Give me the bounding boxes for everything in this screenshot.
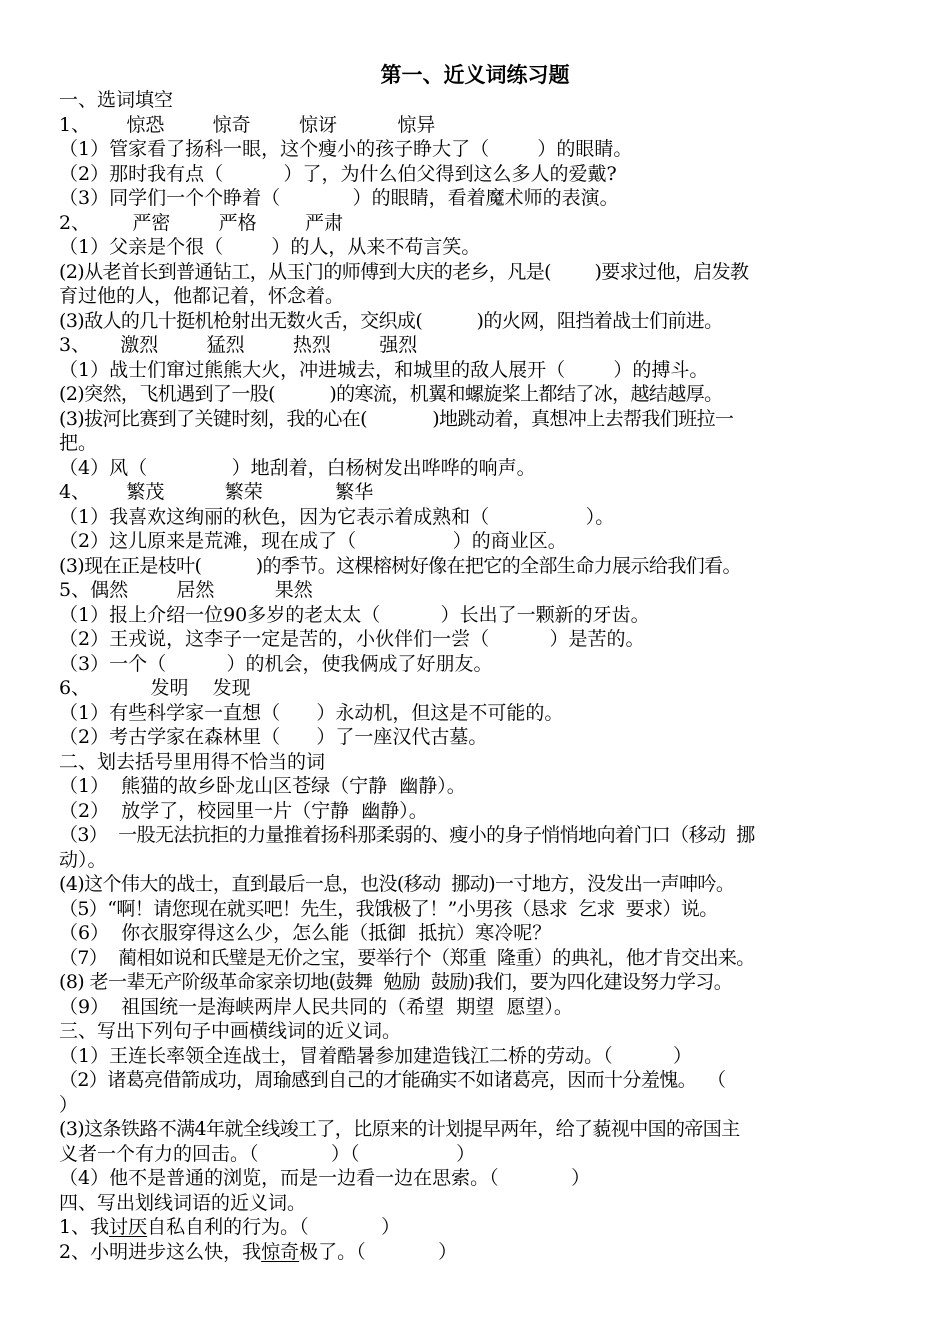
question-line: (8) 老一辈无产阶级革命家亲切地(鼓舞 勉励 鼓励)我们，要为四化建设努力学习。: [59, 971, 733, 993]
question-line: （2）考古学家在森林里（ ）了一座汉代古墓。: [59, 726, 488, 748]
worksheet-body: [59, 88, 899, 1264]
word-options: 2、 严密 严格 严肃: [59, 211, 343, 234]
question-line: （3）同学们一个个睁着（ ）的眼睛，看着魔术师的表演。: [59, 187, 619, 209]
question-line: （2）王戎说，这李子一定是苦的，小伙伴们一尝（ ）是苦的。: [59, 628, 645, 650]
question-line: 育过他的人，他都记着，怀念着。: [59, 285, 345, 307]
question-line: （2） 放学了，校园里一片（宁静 幽静）。: [59, 799, 428, 822]
question-line: （1）管家看了扬科一眼，这个瘦小的孩子睁大了（ ）的眼睛。: [59, 138, 633, 160]
question-line: [59, 1215, 899, 1240]
question-line: 动）。: [59, 848, 107, 871]
page-title: 第一、近义词练习题: [380, 62, 570, 87]
question-line: （6） 你衣服穿得这么少，怎么能（抵御 抵抗）寒冷呢？: [59, 922, 552, 944]
question-line: ）: [59, 1093, 79, 1116]
question-suffix: 极了。（ ）: [299, 1240, 458, 1263]
question-line: 把。: [59, 432, 98, 454]
question-line: （3）一个（ ）的机会，使我俩成了好朋友。: [59, 652, 493, 675]
question-line: [59, 1240, 899, 1265]
question-line: （1）我喜欢这绚丽的秋色，因为它表示着成熟和（ ）。: [59, 505, 615, 528]
question-line: (3)敌人的几十挺机枪射出无数火舌，交织成( )的火网，阻挡着战士们前进。: [59, 309, 723, 332]
word-options: 5、偶然 居然 果然: [59, 579, 313, 601]
underlined-word: 讨厌: [109, 1216, 148, 1238]
question-line: (2)从老首长到普通钻工，从玉门的师傅到大庆的老乡，凡是( )要求过他，启发教: [59, 260, 749, 283]
question-line: （4）风（ ）地刮着，白杨树发出哗哗的响声。: [59, 456, 536, 479]
section-heading: 一、选词填空: [59, 89, 174, 111]
question-line: (3)拔河比赛到了关键时刻，我的心在( )地跳动着，真想冲上去帮我们班拉一: [59, 407, 734, 430]
question-line: （1）报上介绍一位90多岁的老太太（ ）长出了一颗新的牙齿。: [59, 603, 650, 626]
question-line: （1）有些科学家一直想（ ）永动机，但这是不可能的。: [59, 701, 564, 724]
question-line: （9） 祖国统一是海峡两岸人民共同的（希望 期望 愿望）。: [59, 995, 573, 1018]
question-prefix: 2、小明进步这么快，我: [59, 1240, 262, 1263]
question-line: 义者一个有力的回击。（ ）（ ）: [59, 1142, 476, 1165]
question-line: （1）王连长率领全连战士，冒着酷暑参加建造钱江二桥的劳动。（ ）: [59, 1044, 692, 1067]
question-line: （5）“啊！请您现在就买吧！先生，我饿极了！”小男孩（恳求 乞求 要求）说。: [59, 897, 718, 920]
question-line: （1） 熊猫的故乡卧龙山区苍绿（宁静 幽静）。: [59, 775, 466, 797]
question-line: （2）这儿原来是荒滩，现在成了（ ）的商业区。: [59, 530, 567, 552]
question-line: (2)突然，飞机遇到了一股( )的寒流，机翼和螺旋桨上都结了冰，越结越厚。: [59, 383, 723, 405]
question-line: （2）诸葛亮借箭成功，周瑜感到自己的才能确实不如诸葛亮，因而十分羞愧。 （: [59, 1069, 726, 1091]
word-options: 4、 繁茂 繁荣 繁华: [59, 481, 374, 503]
question-line: (3)现在正是枝叶( )的季节。这棵榕树好像在把它的全部生命力展示给我们看。: [59, 554, 741, 577]
question-line: （7） 蔺相如说和氏璧是无价之宝，要举行个（郑重 隆重）的典礼，他才肯交出来。: [59, 946, 755, 969]
question-line: （4）他不是普通的浏览，而是一边看一边在思索。（ ）: [59, 1167, 591, 1189]
word-options: 1、 惊恐 惊奇 惊讶 惊异: [59, 113, 436, 136]
question-line: （1）父亲是个很（ ）的人，从来不苟言笑。: [59, 236, 481, 258]
word-options: 6、 发明 发现: [59, 677, 251, 699]
underlined-word: 惊奇: [261, 1240, 300, 1263]
question-prefix: 1、我: [59, 1216, 110, 1238]
section-heading: 三、写出下列句子中画横线词的近义词。: [59, 1020, 402, 1042]
section-heading: 二、划去括号里用得不恰当的词: [59, 750, 326, 773]
question-suffix: 自私自利的行为。（ ）: [147, 1216, 401, 1238]
word-options: 3、 激烈 猛烈 热烈 强烈: [59, 334, 418, 356]
question-line: （1）战士们窜过熊熊大火，冲进城去，和城里的敌人展开（ ）的搏斗。: [59, 358, 709, 381]
question-line: (4)这个伟大的战士，直到最后一息，也没(移动 挪动)一寸地方，没发出一声呻吟。: [59, 873, 735, 895]
question-line: （2）那时我有点（ ）了，为什么伯父得到这么多人的爱戴?: [59, 162, 617, 185]
section-heading: 四、写出划线词语的近义词。: [59, 1191, 307, 1214]
question-line: (3)这条铁路不满4年就全线竣工了，比原来的计划提早两年，给了藐视中国的帝国主: [59, 1118, 740, 1140]
question-line: （3） 一股无法抗拒的力量推着扬科那柔弱的、瘦小的身子悄悄地向着门口（移动 挪: [59, 824, 755, 846]
